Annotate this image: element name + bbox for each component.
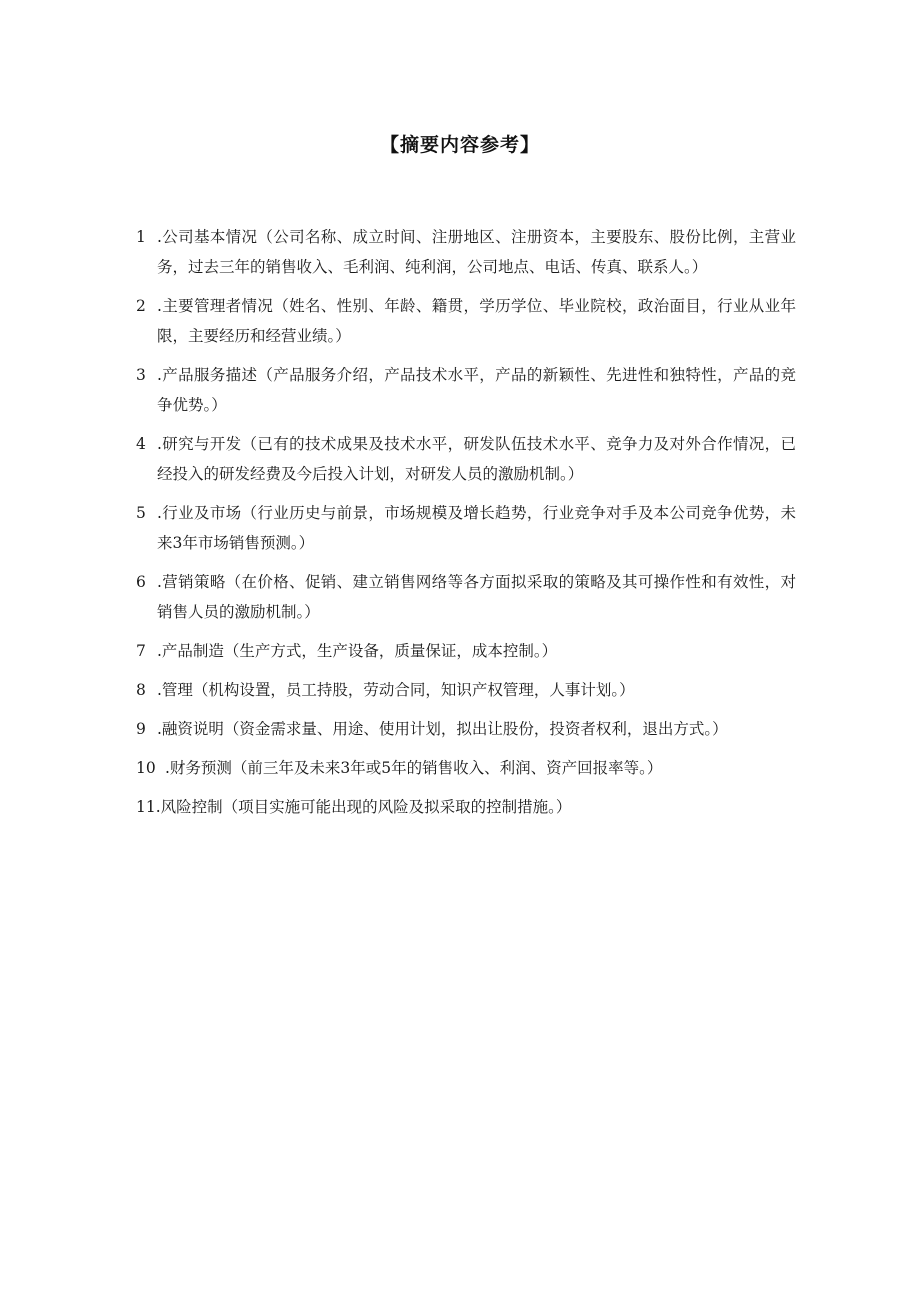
- list-item: [136, 429, 796, 489]
- list-item: [136, 360, 796, 420]
- item-text: .主要管理者情况（姓名、性别、年龄、籍贯，学历学位、毕业院校，政治面目，行业从业年限，主要经历和经营业绩。）: [157, 297, 796, 345]
- item-number: 2: [136, 297, 146, 315]
- item-number: 7: [136, 642, 146, 660]
- list-item: [136, 675, 796, 705]
- item-number: 4: [136, 435, 146, 453]
- item-text: .产品服务描述（产品服务介绍，产品技术水平，产品的新颖性、先进性和独特性，产品的竞争优势。）: [157, 366, 796, 414]
- list-item: [136, 222, 796, 282]
- item-text-with-number: [136, 792, 796, 822]
- item-text: .财务预测（前三年及未来3年或5年的销售收入、利润、资产回报率等。）: [165, 759, 663, 777]
- list-item: [136, 291, 796, 351]
- summary-list: [136, 222, 796, 831]
- item-text: .融资说明（资金需求量、用途、使用计划，拟出让股份，投资者权利，退出方式。）: [157, 720, 728, 738]
- item-number: 9: [136, 720, 146, 738]
- item-text: 风险控制（项目实施可能出现的风险及拟采取的控制措施。）: [160, 798, 572, 816]
- item-text: .公司基本情况（公司名称、成立时间、注册地区、注册资本，主要股东、股份比例，主营业务，过去三年的销售收入、毛利润、纯利润，公司地点、电话、传真、联系人。）: [157, 228, 796, 276]
- list-item: [136, 567, 796, 627]
- list-item: [136, 498, 796, 558]
- item-text: .产品制造（生产方式，生产设备，质量保证，成本控制。）: [157, 642, 558, 660]
- list-item: [136, 636, 796, 666]
- list-item: [136, 753, 796, 783]
- item-number: 11.: [136, 798, 161, 816]
- document-title: 【摘要内容参考】: [379, 134, 540, 156]
- item-text: .营销策略（在价格、促销、建立销售网络等各方面拟采取的策略及其可操作性和有效性，对销售人员的激励机制。）: [157, 573, 796, 621]
- item-number: 10: [136, 759, 156, 777]
- item-number: 1: [136, 228, 146, 246]
- list-item: [136, 714, 796, 744]
- item-number: 6: [136, 573, 146, 591]
- item-text: .管理（机构设置，员工持股，劳动合同，知识产权管理，人事计划。）: [157, 681, 635, 699]
- item-text: .研究与开发（已有的技术成果及技术水平，研发队伍技术水平、竞争力及对外合作情况，已经投入的研发经费及今后投入计划，对研发人员的激励机制。）: [157, 435, 796, 483]
- list-item: [136, 792, 796, 822]
- item-text: .行业及市场（行业历史与前景，市场规模及增长趋势，行业竞争对手及本公司竞争优势，未来3年市场销售预测。）: [157, 504, 796, 552]
- item-number: 5: [136, 504, 146, 522]
- item-number: 8: [136, 681, 146, 699]
- item-number: 3: [136, 366, 146, 384]
